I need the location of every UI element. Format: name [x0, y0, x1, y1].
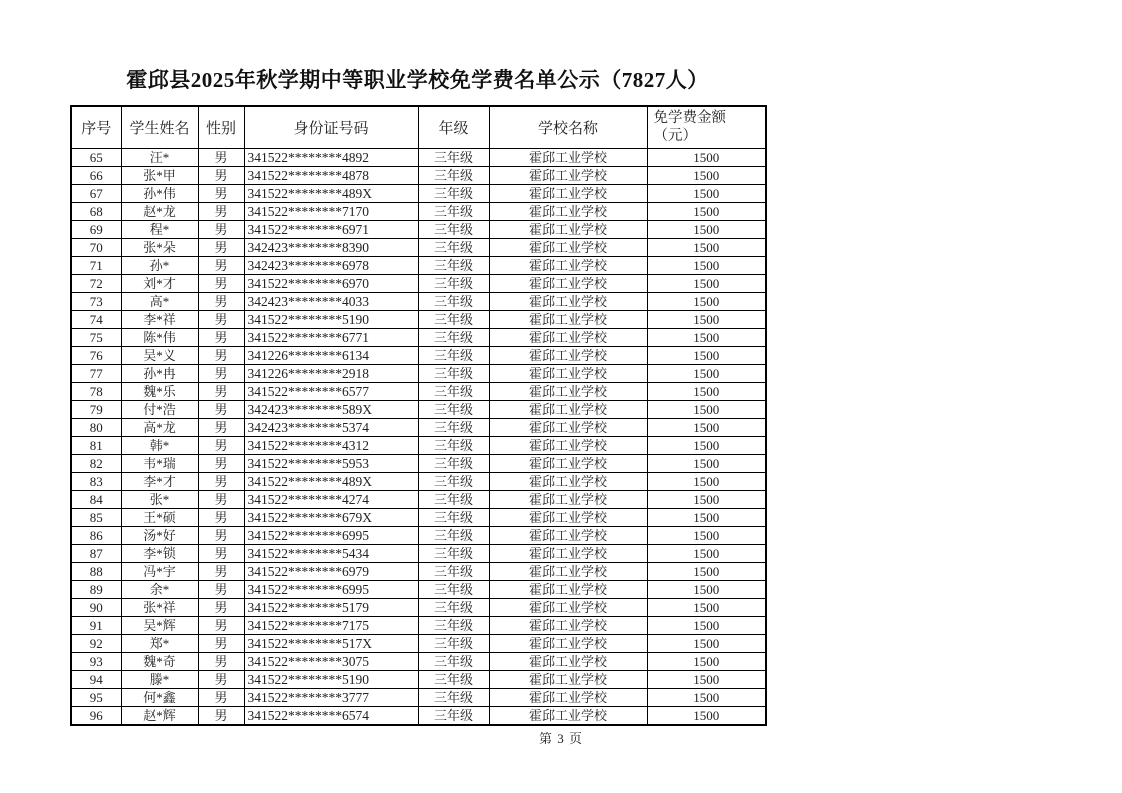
cell-school-name: 霍邱工业学校: [489, 274, 647, 292]
cell-amount: 1500: [647, 472, 766, 490]
cell-school-name: 霍邱工业学校: [489, 400, 647, 418]
cell-student-name: 张*甲: [121, 166, 198, 184]
cell-index: 79: [71, 400, 121, 418]
cell-amount: 1500: [647, 688, 766, 706]
table-row: [71, 436, 766, 454]
cell-id-number: 341522********6970: [244, 274, 418, 292]
cell-grade: 三年级: [418, 670, 489, 688]
cell-amount: 1500: [647, 616, 766, 634]
cell-index: 82: [71, 454, 121, 472]
cell-amount: 1500: [647, 652, 766, 670]
table-row: [71, 634, 766, 652]
cell-grade: 三年级: [418, 292, 489, 310]
cell-id-number: 341522********5179: [244, 598, 418, 616]
cell-amount: 1500: [647, 400, 766, 418]
cell-school-name: 霍邱工业学校: [489, 418, 647, 436]
cell-school-name: 霍邱工业学校: [489, 490, 647, 508]
table-row: [71, 328, 766, 346]
cell-gender: 男: [198, 670, 244, 688]
cell-id-number: 341522********679X: [244, 508, 418, 526]
cell-gender: 男: [198, 274, 244, 292]
cell-index: 73: [71, 292, 121, 310]
cell-index: 87: [71, 544, 121, 562]
cell-student-name: 高*: [121, 292, 198, 310]
cell-amount: 1500: [647, 310, 766, 328]
cell-school-name: 霍邱工业学校: [489, 670, 647, 688]
header-student-name: 学生姓名: [121, 106, 198, 148]
table-row: [71, 562, 766, 580]
cell-amount: 1500: [647, 256, 766, 274]
cell-grade: 三年级: [418, 616, 489, 634]
cell-id-number: 341522********4274: [244, 490, 418, 508]
cell-amount: 1500: [647, 598, 766, 616]
cell-amount: 1500: [647, 634, 766, 652]
cell-amount: 1500: [647, 292, 766, 310]
cell-school-name: 霍邱工业学校: [489, 544, 647, 562]
cell-id-number: 341522********6771: [244, 328, 418, 346]
cell-school-name: 霍邱工业学校: [489, 616, 647, 634]
cell-index: 76: [71, 346, 121, 364]
cell-id-number: 341522********6979: [244, 562, 418, 580]
cell-grade: 三年级: [418, 526, 489, 544]
cell-id-number: 342423********589X: [244, 400, 418, 418]
cell-grade: 三年级: [418, 544, 489, 562]
cell-grade: 三年级: [418, 220, 489, 238]
cell-student-name: 汪*: [121, 148, 198, 166]
cell-grade: 三年级: [418, 454, 489, 472]
cell-school-name: 霍邱工业学校: [489, 292, 647, 310]
table-row: [71, 508, 766, 526]
cell-student-name: 韦*瑞: [121, 454, 198, 472]
cell-index: 71: [71, 256, 121, 274]
cell-index: 74: [71, 310, 121, 328]
header-amount-line2: （元）: [653, 128, 697, 145]
cell-student-name: 孙*冉: [121, 364, 198, 382]
cell-school-name: 霍邱工业学校: [489, 526, 647, 544]
cell-school-name: 霍邱工业学校: [489, 256, 647, 274]
cell-gender: 男: [198, 598, 244, 616]
table-row: [71, 148, 766, 166]
cell-grade: 三年级: [418, 436, 489, 454]
document-title: 霍邱县2025年秋学期中等职业学校免学费名单公示（7827人）: [126, 68, 709, 92]
cell-gender: 男: [198, 400, 244, 418]
cell-grade: 三年级: [418, 202, 489, 220]
cell-gender: 男: [198, 652, 244, 670]
cell-id-number: 341522********6577: [244, 382, 418, 400]
cell-grade: 三年级: [418, 364, 489, 382]
table-row: [71, 346, 766, 364]
cell-school-name: 霍邱工业学校: [489, 220, 647, 238]
cell-amount: 1500: [647, 346, 766, 364]
cell-index: 95: [71, 688, 121, 706]
cell-gender: 男: [198, 346, 244, 364]
cell-gender: 男: [198, 526, 244, 544]
cell-gender: 男: [198, 148, 244, 166]
cell-grade: 三年级: [418, 418, 489, 436]
cell-id-number: 342423********4033: [244, 292, 418, 310]
cell-student-name: 张*: [121, 490, 198, 508]
cell-grade: 三年级: [418, 310, 489, 328]
cell-amount: 1500: [647, 382, 766, 400]
cell-index: 81: [71, 436, 121, 454]
cell-amount: 1500: [647, 580, 766, 598]
cell-student-name: 吴*义: [121, 346, 198, 364]
cell-grade: 三年级: [418, 580, 489, 598]
cell-id-number: 341226********2918: [244, 364, 418, 382]
cell-student-name: 吴*辉: [121, 616, 198, 634]
cell-id-number: 341522********3777: [244, 688, 418, 706]
cell-school-name: 霍邱工业学校: [489, 508, 647, 526]
cell-gender: 男: [198, 544, 244, 562]
cell-student-name: 陈*伟: [121, 328, 198, 346]
cell-school-name: 霍邱工业学校: [489, 688, 647, 706]
cell-school-name: 霍邱工业学校: [489, 580, 647, 598]
header-grade: 年级: [418, 106, 489, 148]
cell-amount: 1500: [647, 184, 766, 202]
table-row: [71, 526, 766, 544]
cell-id-number: 341522********4892: [244, 148, 418, 166]
cell-school-name: 霍邱工业学校: [489, 328, 647, 346]
cell-amount: 1500: [647, 274, 766, 292]
header-gender: 性别: [198, 106, 244, 148]
table-row: [71, 490, 766, 508]
cell-grade: 三年级: [418, 166, 489, 184]
cell-index: 66: [71, 166, 121, 184]
cell-amount: 1500: [647, 328, 766, 346]
cell-school-name: 霍邱工业学校: [489, 310, 647, 328]
cell-index: 90: [71, 598, 121, 616]
cell-student-name: 赵*龙: [121, 202, 198, 220]
table-body: [71, 148, 766, 725]
cell-amount: 1500: [647, 454, 766, 472]
table-row: [71, 400, 766, 418]
cell-id-number: 341522********517X: [244, 634, 418, 652]
cell-amount: 1500: [647, 526, 766, 544]
cell-id-number: 341522********6995: [244, 580, 418, 598]
cell-id-number: 342423********5374: [244, 418, 418, 436]
cell-gender: 男: [198, 364, 244, 382]
cell-school-name: 霍邱工业学校: [489, 202, 647, 220]
cell-gender: 男: [198, 328, 244, 346]
cell-id-number: 341522********4878: [244, 166, 418, 184]
cell-id-number: 341522********489X: [244, 184, 418, 202]
cell-amount: 1500: [647, 490, 766, 508]
cell-index: 68: [71, 202, 121, 220]
cell-index: 89: [71, 580, 121, 598]
table-row: [71, 238, 766, 256]
cell-grade: 三年级: [418, 148, 489, 166]
cell-id-number: 341522********5953: [244, 454, 418, 472]
cell-index: 70: [71, 238, 121, 256]
cell-student-name: 滕*: [121, 670, 198, 688]
cell-amount: 1500: [647, 706, 766, 725]
cell-student-name: 孙*伟: [121, 184, 198, 202]
table-row: [71, 256, 766, 274]
cell-id-number: 341522********6574: [244, 706, 418, 725]
cell-school-name: 霍邱工业学校: [489, 634, 647, 652]
cell-amount: 1500: [647, 364, 766, 382]
cell-index: 96: [71, 706, 121, 725]
cell-gender: 男: [198, 418, 244, 436]
cell-student-name: 汤*好: [121, 526, 198, 544]
cell-gender: 男: [198, 580, 244, 598]
table-row: [71, 166, 766, 184]
table-row: [71, 382, 766, 400]
cell-student-name: 李*锁: [121, 544, 198, 562]
cell-id-number: 341522********4312: [244, 436, 418, 454]
cell-student-name: 张*祥: [121, 598, 198, 616]
cell-student-name: 李*才: [121, 472, 198, 490]
cell-id-number: 341522********7175: [244, 616, 418, 634]
cell-index: 80: [71, 418, 121, 436]
cell-gender: 男: [198, 256, 244, 274]
cell-gender: 男: [198, 706, 244, 725]
cell-amount: 1500: [647, 166, 766, 184]
cell-gender: 男: [198, 454, 244, 472]
table-row: [71, 688, 766, 706]
cell-index: 91: [71, 616, 121, 634]
cell-grade: 三年级: [418, 562, 489, 580]
cell-id-number: 341226********6134: [244, 346, 418, 364]
cell-gender: 男: [198, 490, 244, 508]
cell-grade: 三年级: [418, 184, 489, 202]
table-row: [71, 580, 766, 598]
table-row: [71, 472, 766, 490]
cell-gender: 男: [198, 616, 244, 634]
cell-student-name: 魏*奇: [121, 652, 198, 670]
cell-school-name: 霍邱工业学校: [489, 454, 647, 472]
table-row: [71, 220, 766, 238]
cell-index: 84: [71, 490, 121, 508]
cell-student-name: 刘*才: [121, 274, 198, 292]
cell-amount: 1500: [647, 508, 766, 526]
cell-id-number: 341522********5190: [244, 310, 418, 328]
table-row: [71, 544, 766, 562]
cell-index: 65: [71, 148, 121, 166]
cell-id-number: 341522********489X: [244, 472, 418, 490]
table-row: [71, 706, 766, 725]
table-row: [71, 184, 766, 202]
cell-student-name: 孙*: [121, 256, 198, 274]
cell-school-name: 霍邱工业学校: [489, 346, 647, 364]
cell-grade: 三年级: [418, 508, 489, 526]
cell-amount: 1500: [647, 148, 766, 166]
cell-gender: 男: [198, 184, 244, 202]
table-row: [71, 598, 766, 616]
cell-school-name: 霍邱工业学校: [489, 652, 647, 670]
cell-school-name: 霍邱工业学校: [489, 238, 647, 256]
page-number-footer: 第 3 页: [538, 731, 583, 746]
cell-student-name: 何*鑫: [121, 688, 198, 706]
cell-gender: 男: [198, 508, 244, 526]
cell-student-name: 程*: [121, 220, 198, 238]
cell-gender: 男: [198, 220, 244, 238]
cell-student-name: 冯*宇: [121, 562, 198, 580]
cell-student-name: 张*朵: [121, 238, 198, 256]
cell-amount: 1500: [647, 220, 766, 238]
cell-student-name: 高*龙: [121, 418, 198, 436]
table-row: [71, 616, 766, 634]
cell-index: 83: [71, 472, 121, 490]
cell-student-name: 王*硕: [121, 508, 198, 526]
cell-index: 93: [71, 652, 121, 670]
fee-exemption-table: [70, 105, 767, 726]
cell-gender: 男: [198, 292, 244, 310]
cell-school-name: 霍邱工业学校: [489, 436, 647, 454]
cell-grade: 三年级: [418, 598, 489, 616]
cell-index: 92: [71, 634, 121, 652]
cell-amount: 1500: [647, 202, 766, 220]
table-row: [71, 202, 766, 220]
cell-school-name: 霍邱工业学校: [489, 166, 647, 184]
table-header-row: [71, 106, 766, 148]
header-index: 序号: [71, 106, 121, 148]
cell-index: 86: [71, 526, 121, 544]
cell-student-name: 郑*: [121, 634, 198, 652]
cell-grade: 三年级: [418, 256, 489, 274]
cell-grade: 三年级: [418, 706, 489, 725]
cell-id-number: 341522********5434: [244, 544, 418, 562]
cell-student-name: 付*浩: [121, 400, 198, 418]
cell-grade: 三年级: [418, 328, 489, 346]
cell-school-name: 霍邱工业学校: [489, 706, 647, 725]
cell-grade: 三年级: [418, 238, 489, 256]
cell-id-number: 341522********6995: [244, 526, 418, 544]
table-row: [71, 274, 766, 292]
cell-student-name: 余*: [121, 580, 198, 598]
cell-index: 72: [71, 274, 121, 292]
cell-school-name: 霍邱工业学校: [489, 598, 647, 616]
cell-student-name: 李*祥: [121, 310, 198, 328]
cell-id-number: 341522********6971: [244, 220, 418, 238]
cell-school-name: 霍邱工业学校: [489, 148, 647, 166]
cell-grade: 三年级: [418, 634, 489, 652]
cell-gender: 男: [198, 238, 244, 256]
cell-school-name: 霍邱工业学校: [489, 184, 647, 202]
cell-grade: 三年级: [418, 490, 489, 508]
cell-grade: 三年级: [418, 688, 489, 706]
header-school-name: 学校名称: [489, 106, 647, 148]
header-amount-line1: 免学费金额: [653, 110, 726, 127]
cell-grade: 三年级: [418, 472, 489, 490]
cell-grade: 三年级: [418, 382, 489, 400]
cell-amount: 1500: [647, 562, 766, 580]
cell-gender: 男: [198, 202, 244, 220]
header-amount: [647, 106, 766, 148]
cell-grade: 三年级: [418, 652, 489, 670]
table-row: [71, 670, 766, 688]
cell-amount: 1500: [647, 544, 766, 562]
cell-student-name: 赵*辉: [121, 706, 198, 725]
table-row: [71, 364, 766, 382]
table-row: [71, 310, 766, 328]
cell-amount: 1500: [647, 418, 766, 436]
cell-index: 94: [71, 670, 121, 688]
table-row: [71, 418, 766, 436]
cell-student-name: 韩*: [121, 436, 198, 454]
header-id-number: 身份证号码: [244, 106, 418, 148]
cell-school-name: 霍邱工业学校: [489, 472, 647, 490]
table-row: [71, 292, 766, 310]
table-row: [71, 454, 766, 472]
cell-school-name: 霍邱工业学校: [489, 364, 647, 382]
cell-id-number: 341522********7170: [244, 202, 418, 220]
cell-index: 77: [71, 364, 121, 382]
cell-gender: 男: [198, 310, 244, 328]
cell-gender: 男: [198, 166, 244, 184]
cell-index: 85: [71, 508, 121, 526]
cell-gender: 男: [198, 382, 244, 400]
cell-student-name: 魏*乐: [121, 382, 198, 400]
cell-index: 67: [71, 184, 121, 202]
cell-id-number: 341522********3075: [244, 652, 418, 670]
cell-grade: 三年级: [418, 274, 489, 292]
table-row: [71, 652, 766, 670]
cell-gender: 男: [198, 472, 244, 490]
cell-id-number: 342423********8390: [244, 238, 418, 256]
cell-index: 78: [71, 382, 121, 400]
cell-school-name: 霍邱工业学校: [489, 562, 647, 580]
cell-index: 88: [71, 562, 121, 580]
cell-amount: 1500: [647, 238, 766, 256]
cell-school-name: 霍邱工业学校: [489, 382, 647, 400]
cell-gender: 男: [198, 436, 244, 454]
cell-amount: 1500: [647, 670, 766, 688]
cell-grade: 三年级: [418, 346, 489, 364]
cell-index: 69: [71, 220, 121, 238]
cell-index: 75: [71, 328, 121, 346]
cell-id-number: 341522********5190: [244, 670, 418, 688]
cell-gender: 男: [198, 562, 244, 580]
cell-grade: 三年级: [418, 400, 489, 418]
cell-amount: 1500: [647, 436, 766, 454]
cell-gender: 男: [198, 634, 244, 652]
cell-id-number: 342423********6978: [244, 256, 418, 274]
cell-gender: 男: [198, 688, 244, 706]
